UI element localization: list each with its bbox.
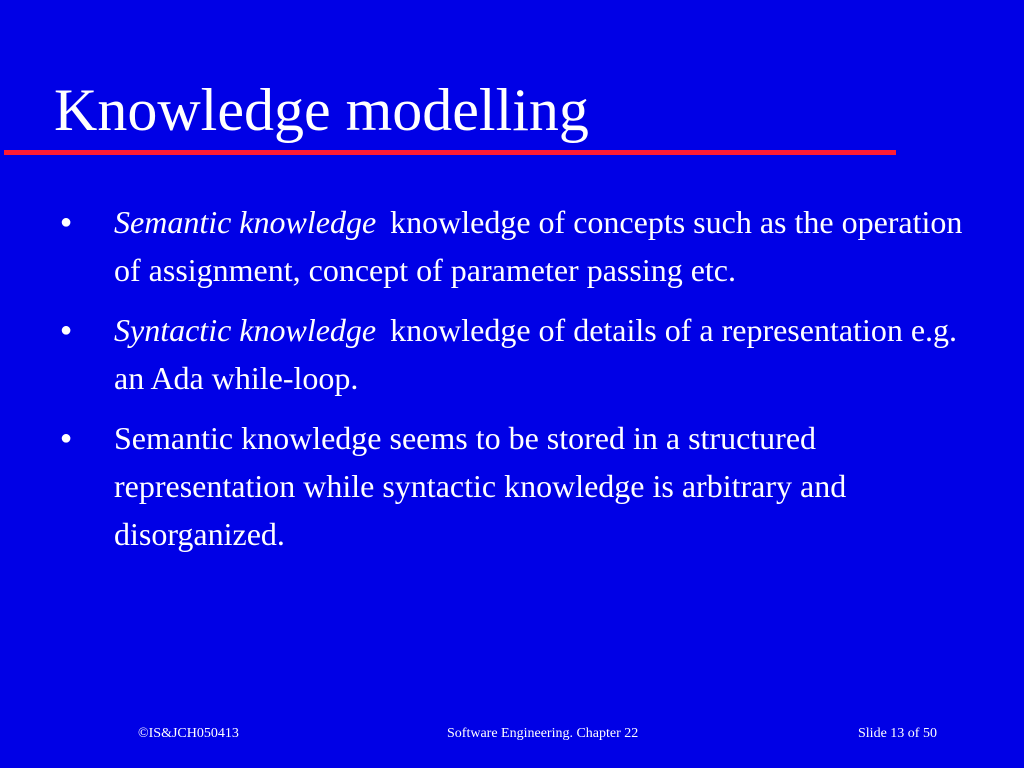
- bullet-dot-icon: ●: [60, 211, 73, 233]
- slide-title: Knowledge modelling: [54, 77, 589, 143]
- bullet-text: knowledge of details of a representation e.g. an Ada while-loop.: [114, 312, 958, 396]
- bullet-text: Semantic knowledge seems to be stored in a structured representation while syntactic knowledge is arbitrary and disorganized.: [114, 420, 847, 552]
- bullet-term: Semantic knowledge: [114, 204, 377, 240]
- bullet-dot-icon: ●: [60, 319, 73, 341]
- bullet-dot-icon: ●: [60, 427, 73, 449]
- footer-slide-number: Slide 13 of 50: [858, 726, 937, 741]
- footer-chapter: Software Engineering. Chapter 22: [447, 726, 639, 741]
- bullet-item-syntactic-knowledge: [58, 306, 968, 402]
- bullet-text: knowledge of concepts such as the operation of assignment, concept of parameter passing etc.: [114, 204, 963, 288]
- bullet-item-semantic-knowledge: [58, 198, 968, 294]
- bullet-item-knowledge-storage: [58, 414, 968, 558]
- footer-copyright: ©IS&JCH050413: [138, 726, 239, 741]
- title-divider: [4, 150, 896, 155]
- bullet-term: Syntactic knowledge: [114, 312, 377, 348]
- bullet-list: [58, 198, 968, 570]
